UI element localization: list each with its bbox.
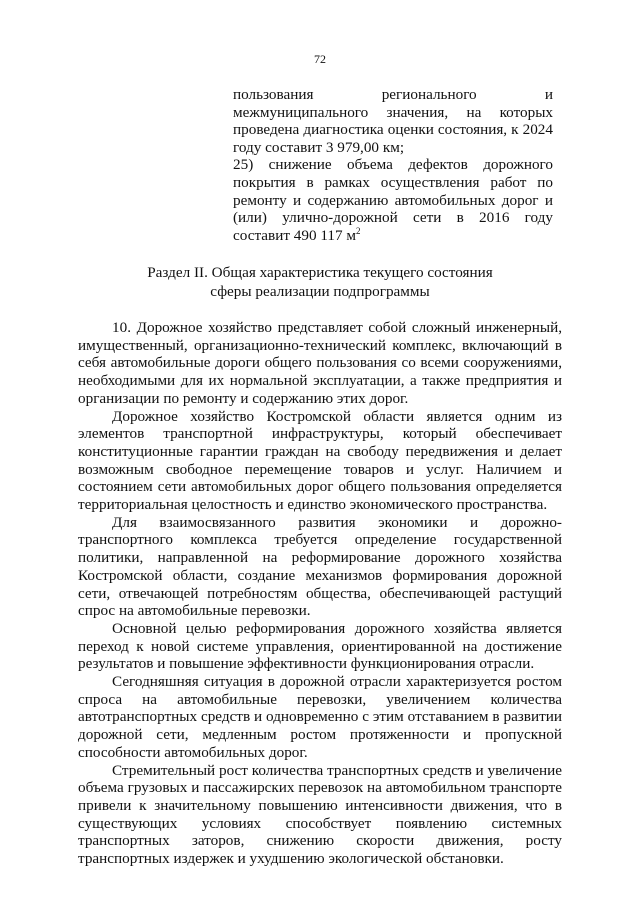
table-item-25-text: 25) снижение объема дефектов дорожного покрытия в рамках осуществления работ по ремонту и содержанию автомобильных дорог и (или) улично-дорожной сети в 2016 году составит 490 117 м (233, 156, 553, 244)
paragraph-4: Основной целью реформирования дорожного хозяйства является переход к новой системе управления, ориентированной на достижение результатов и повышение эффективности функционирования отрасли. (78, 619, 562, 673)
paragraph-5: Сегодняшняя ситуация в дорожной отрасли характеризуется ростом спроса на автомобильные перевозки, увеличением количества автотранспортных средств и одновременно с этим отставанием в развитии дорожной сети, медленным ростом протяженности и пропускной способности автомобильных дорог. (78, 673, 562, 761)
paragraph-6: Стремительный рост количества транспортных средств и увеличение объема грузовых и пассажирских перевозок на автомобильном транспорте привели к значительному повышению интенсивности движения, что в существующих условиях способствует появлению системных транспортных заторов, снижению скорости движения, росту транспортных издержек и ухудшению экологической обстановки. (78, 761, 562, 868)
table-item-25 (233, 156, 553, 244)
section-heading-line-2: сферы реализации подпрограммы (210, 283, 430, 300)
body-text (78, 319, 562, 868)
section-heading-line-1: Раздел II. Общая характеристика текущего состояния (147, 264, 493, 281)
paragraph-1: 10. Дорожное хозяйство представляет собой сложный инженерный, имущественный, организационно-технический комплекс, включающий в себя автомобильные дороги общего пользования со всеми сооружениями, необходимыми для их нормальной эксплуатации, а также предприятия и организации по ремонту и содержанию этих дорог. (78, 319, 562, 407)
table-item-24-tail: пользования регионального и межмуниципального значения, на которых проведена диагностика оценки состояния, к 2024 году составит 3 979,00 км; (233, 86, 553, 156)
section-heading (0, 263, 640, 301)
paragraph-3: Для взаимосвязанного развития экономики и дорожно-транспортного комплекса требуется определение государственной политики, направленной на реформирование дорожного хозяйства Костромской области, создание механизмов формирования дорожной сети, отвечающей потребностям общества, обеспечивающей растущий спрос на автомобильные перевозки. (78, 513, 562, 620)
paragraph-2: Дорожное хозяйство Костромской области является одним из элементов транспортной инфраструктуры, который обеспечивает конституционные гарантии граждан на свободу передвижения и делает возможным свободное перемещение товаров и услуг. Наличием и состоянием сети автомобильных дорог общего пользования определяется территориальная целостность и единство экономического пространства. (78, 407, 562, 514)
square-meter-superscript: 2 (355, 225, 361, 236)
table-fragment (233, 86, 553, 244)
page-number: 72 (314, 52, 326, 66)
